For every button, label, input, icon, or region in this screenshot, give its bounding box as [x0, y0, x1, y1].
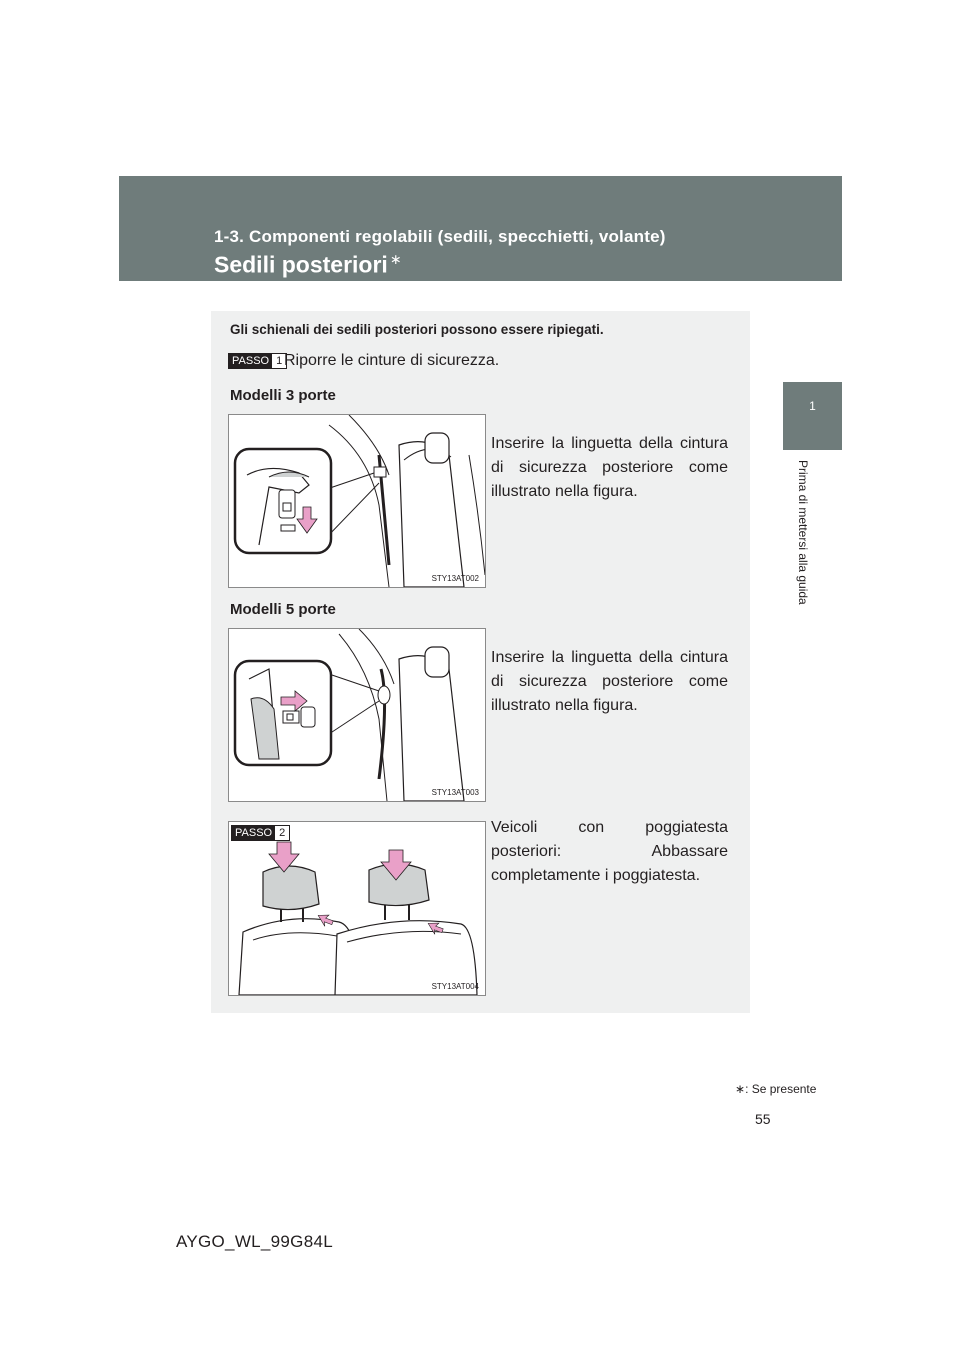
figure-code: STY13AT002 — [431, 574, 479, 583]
page-title — [214, 251, 402, 279]
model5-instruction: Inserire la linguetta della cintura di sicurezza posteriore come illustrato nella figura. — [491, 649, 728, 714]
step-word: PASSO — [229, 354, 272, 368]
footnote-text: : Se presente — [745, 1082, 817, 1096]
step1-badge — [228, 353, 287, 369]
step1-text: Riporre le cinture di sicurezza. — [284, 352, 500, 369]
model3-label: Modelli 3 porte — [230, 387, 336, 404]
footnote-marker: ∗ — [735, 1082, 746, 1096]
figure-3door-seatbelt — [228, 414, 486, 588]
footnote — [735, 1082, 816, 1096]
headrest-illustration — [229, 822, 485, 995]
content-box — [211, 311, 750, 1013]
model3-instruction: Inserire la linguetta della cintura di sicurezza posteriore come illustrato nella figura. — [491, 435, 728, 500]
page-title-text: Sedili posteriori — [214, 251, 388, 278]
figure-code: STY13AT003 — [431, 788, 479, 797]
page-number: 55 — [755, 1111, 771, 1127]
page-header — [119, 176, 842, 281]
figure-code: STY13AT004 — [431, 982, 479, 991]
optional-marker: ∗ — [389, 251, 402, 267]
step2-badge — [231, 825, 290, 841]
document-code: AYGO_WL_99G84L — [176, 1232, 333, 1251]
chapter-title: Prima di mettersi alla guida — [796, 460, 810, 605]
figure-5door-seatbelt — [228, 628, 486, 802]
figure-headrests — [228, 821, 486, 996]
chapter-tab: 1 — [783, 382, 842, 450]
model5-label: Modelli 5 porte — [230, 601, 336, 618]
intro-text: Gli schienali dei sedili posteriori possono essere ripiegati. — [230, 322, 604, 337]
step-word: PASSO — [232, 826, 275, 840]
seatbelt-illustration-3door — [229, 415, 485, 587]
section-label: 1-3. Componenti regolabili (sedili, specchietti, volante) — [214, 227, 666, 246]
seatbelt-illustration-5door — [229, 629, 485, 801]
step-number: 2 — [275, 826, 289, 840]
step-number: 1 — [272, 354, 286, 368]
step2-instruction: Veicoli con poggiatesta posteriori: Abbassare completamente i poggiatesta. — [491, 819, 728, 884]
